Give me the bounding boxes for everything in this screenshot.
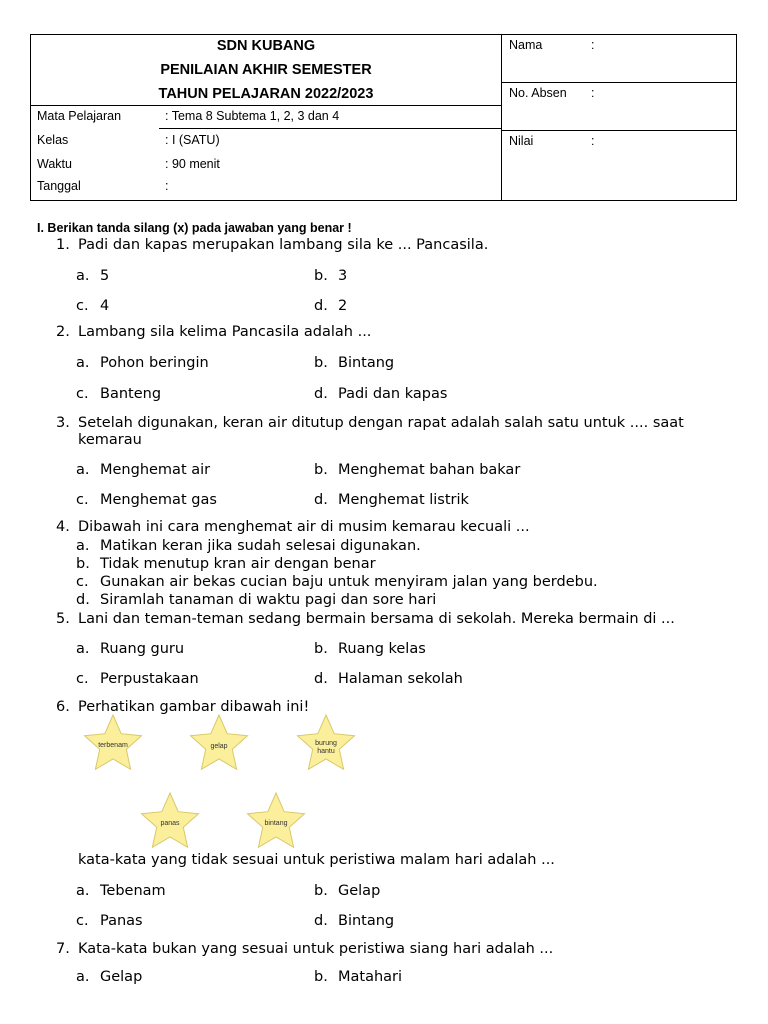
- star-label: bintang: [264, 820, 288, 827]
- exam-header-table: [30, 34, 737, 201]
- question-text: Perhatikan gambar dibawah ini!: [78, 699, 310, 715]
- option-text: Ruang kelas: [338, 641, 426, 657]
- option-letter: a.: [76, 538, 90, 554]
- star-label: hantu: [317, 748, 335, 755]
- option-letter: c.: [76, 671, 89, 687]
- header-left-panel: [31, 35, 502, 200]
- option-letter: d.: [76, 592, 90, 608]
- option-letter: a.: [76, 969, 90, 985]
- option-letter: b.: [314, 268, 328, 284]
- info-value: : I (SATU): [165, 133, 220, 147]
- question-number: 6.: [56, 699, 70, 715]
- header-titles: [31, 35, 501, 106]
- option-letter: d.: [314, 671, 328, 687]
- star-label: panas: [160, 820, 180, 827]
- info-label: Tanggal: [37, 179, 81, 193]
- option-text: 4: [100, 298, 110, 314]
- school-name: SDN KUBANG: [216, 38, 316, 54]
- question-number: 2.: [56, 324, 70, 340]
- option-letter: c.: [76, 298, 89, 314]
- option-letter: a.: [76, 268, 90, 284]
- question-text: Padi dan kapas merupakan lambang sila ke ... Pancasila.: [78, 237, 489, 253]
- option-text: Tidak menutup kran air dengan benar: [100, 556, 376, 572]
- absen-field[interactable]: [502, 83, 736, 131]
- question-text: Kata-kata bukan yang sesuai untuk peristiwa siang hari adalah ...: [78, 941, 554, 957]
- question-text: Lani dan teman-teman sedang bermain bersama di sekolah. Mereka bermain di ...: [78, 611, 675, 627]
- option-text: Ruang guru: [100, 641, 185, 657]
- option-letter: c.: [76, 492, 89, 508]
- field-colon: :: [591, 86, 595, 100]
- field-label: Nama: [509, 38, 543, 52]
- option-text: Halaman sekolah: [338, 671, 463, 687]
- field-label: No. Absen: [509, 86, 567, 100]
- info-class: [37, 133, 220, 147]
- option-letter: a.: [76, 641, 90, 657]
- option-text: Pohon beringin: [100, 355, 209, 371]
- info-value: : Tema 8 Subtema 1, 2, 3 dan 4: [165, 109, 340, 123]
- option-text: Perpustakaan: [100, 671, 199, 687]
- star-bintang: [248, 793, 305, 847]
- star-label: gelap: [210, 743, 228, 750]
- info-label: Waktu: [37, 157, 72, 171]
- option-text: Gelap: [338, 883, 381, 899]
- question-number: 3.: [56, 415, 70, 431]
- question-text: Lambang sila kelima Pancasila adalah ...: [78, 324, 372, 340]
- field-label: Nilai: [509, 134, 534, 148]
- question-6-prompt: [78, 852, 555, 869]
- header-right-panel: [502, 35, 736, 200]
- option-text: Matikan keran jika sudah selesai digunakan.: [100, 538, 421, 554]
- star-gelap: [191, 715, 248, 769]
- option-text: 3: [338, 268, 348, 284]
- option-text: 5: [100, 268, 110, 284]
- option-letter: d.: [314, 298, 328, 314]
- option-letter: d.: [314, 386, 328, 402]
- option-text: Menghemat air: [100, 462, 211, 478]
- option-letter: c.: [76, 913, 89, 929]
- divider: [159, 128, 501, 129]
- option-letter: b.: [314, 355, 328, 371]
- option-text: Menghemat bahan bakar: [338, 462, 521, 478]
- star-panas: [142, 793, 199, 847]
- star-terbenam: [85, 715, 142, 769]
- question-text: Dibawah ini cara menghemat air di musim kemarau kecuali ...: [78, 519, 530, 535]
- option-text: Bintang: [338, 355, 395, 371]
- option-letter: b.: [76, 556, 90, 572]
- option-letter: a.: [76, 355, 90, 371]
- question-number: 4.: [56, 519, 70, 535]
- star-label: burung: [315, 740, 337, 747]
- info-subject: [37, 109, 340, 123]
- option-letter: a.: [76, 462, 90, 478]
- option-letter: c.: [76, 386, 89, 402]
- question-text: kata-kata yang tidak sesuai untuk peristiwa malam hari adalah ...: [78, 852, 555, 868]
- option-letter: b.: [314, 883, 328, 899]
- score-field[interactable]: [502, 131, 736, 200]
- option-text: Panas: [100, 913, 143, 929]
- option-text: Gunakan air bekas cucian baju untuk menyiram jalan yang berdebu.: [100, 574, 598, 590]
- star-label: terbenam: [98, 742, 128, 749]
- stars-picture: [78, 713, 360, 853]
- option-text: Menghemat gas: [100, 492, 217, 508]
- option-letter: d.: [314, 492, 328, 508]
- option-text: 2: [338, 298, 348, 314]
- stars-illustration: [78, 713, 360, 853]
- question-number: 5.: [56, 611, 70, 627]
- info-time: [37, 157, 220, 171]
- exam-title: PENILAIAN AKHIR SEMESTER: [160, 62, 372, 78]
- info-label: Mata Pelajaran: [37, 109, 122, 123]
- section-instruction: I. Berikan tanda silang (x) pada jawaban yang benar !: [37, 221, 352, 235]
- option-letter: d.: [314, 913, 328, 929]
- info-value: :: [165, 179, 169, 193]
- option-text: Gelap: [100, 969, 143, 985]
- option-text: Menghemat listrik: [338, 492, 469, 508]
- name-field[interactable]: [502, 35, 736, 83]
- option-text: Padi dan kapas: [338, 386, 448, 402]
- option-text: Tebenam: [100, 883, 166, 899]
- school-year: TAHUN PELAJARAN 2022/2023: [158, 86, 374, 102]
- question-number: 7.: [56, 941, 70, 957]
- question-text: Setelah digunakan, keran air ditutup dengan rapat adalah salah satu untuk .... saat kemarau: [78, 415, 684, 448]
- option-letter: b.: [314, 641, 328, 657]
- option-letter: c.: [76, 574, 89, 590]
- field-colon: :: [591, 134, 595, 148]
- star-burung-hantu: [298, 715, 355, 769]
- info-date: [37, 179, 169, 193]
- field-colon: :: [591, 38, 595, 52]
- option-letter: b.: [314, 462, 328, 478]
- info-value: : 90 menit: [165, 157, 220, 171]
- option-text: Banteng: [100, 386, 162, 402]
- option-text: Siramlah tanaman di waktu pagi dan sore hari: [100, 592, 437, 608]
- option-letter: a.: [76, 883, 90, 899]
- question-number: 1.: [56, 237, 70, 253]
- info-label: Kelas: [37, 133, 69, 147]
- option-text: Matahari: [338, 969, 403, 985]
- option-letter: b.: [314, 969, 328, 985]
- option-text: Bintang: [338, 913, 395, 929]
